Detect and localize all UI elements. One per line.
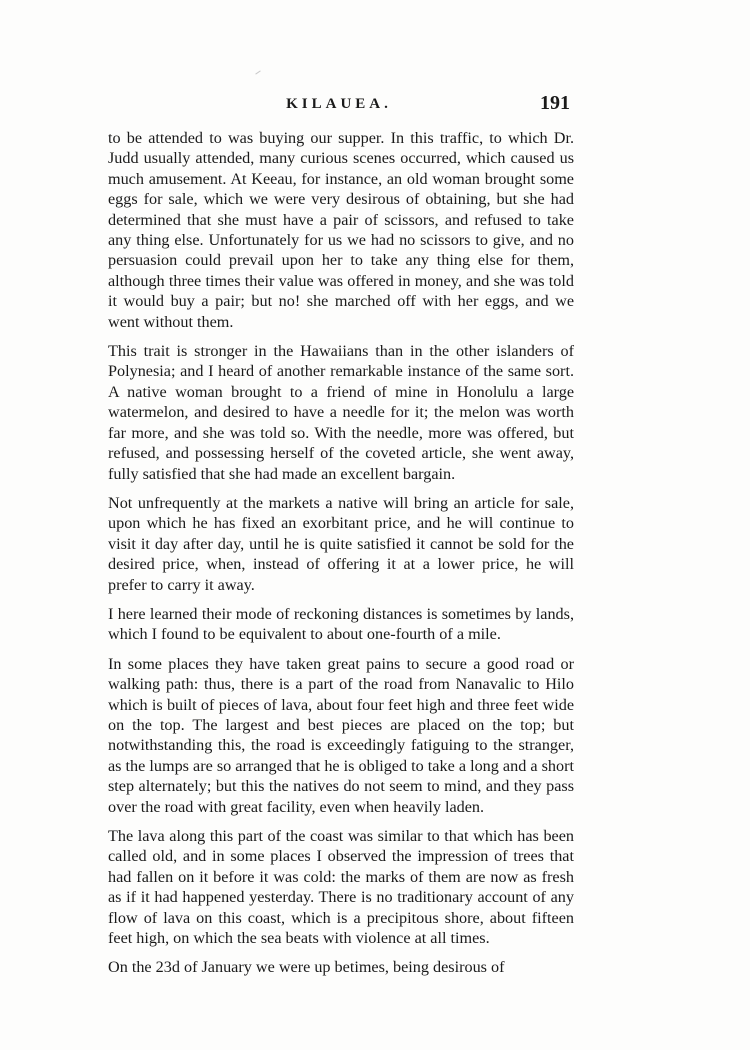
paragraph: On the 23d of January we were up betimes, being desirous of bbox=[108, 958, 505, 977]
paragraph: Not unfrequently at the markets a native will bring an article for sale, upon which he has fixed an exorbitant price, and he will continue to visit it day after day, until he is quite satisfied it cannot be sold for the desired price, when, instead of offering it at a lower price, he will prefer to carry it away. bbox=[108, 493, 574, 594]
page-header bbox=[108, 92, 570, 122]
running-head: KILAUEA. bbox=[286, 96, 392, 112]
paragraph: I here learned their mode of reckoning distances is sometimes by lands, which I found to be equivalent to about one-fourth of a mile. bbox=[108, 604, 574, 644]
paragraph: In some places they have taken great pains to secure a good road or walking path: thus, there is a part of the road from Nanavalic to Hilo which is built of pieces of lava, about four feet high and three feet wide on the top. The largest and best pieces are placed on the top; but notwithstanding this, the road is exceedingly fatiguing to the stranger, as the lumps are so arranged that he is obliged to take a long and a short step alternately; but this the natives do not seem to mind, and they pass over the road with great facility, even when heavily laden. bbox=[108, 654, 574, 816]
page-number: 191 bbox=[540, 92, 570, 114]
stray-mark bbox=[255, 70, 260, 74]
paragraph: The lava along this part of the coast was similar to that which has been called old, and in some places I observed the impression of trees that had fallen on it before it was cold: the marks of them are now as fresh as if it had happened yesterday. There is no traditionary account of any flow of lava on this coast, which is a precipitous shore, about fifteen feet high, on which the sea beats with violence at all times. bbox=[108, 827, 574, 948]
paragraph: to be attended to was buying our supper. In this traffic, to which Dr. Judd usually attended, many curious scenes occurred, which caused us much amusement. At Keeau, for instance, an old woman brought some eggs for sale, which we were very desirous of obtaining, but she had determined that she must have a pair of scissors, and refused to take any thing else. Unfortunately for us we had no scissors to give, and no persuasion could prevail upon her to take any thing else for them, although three times their value was offered in money, and she was told it would buy a pair; but no! she marched off with her eggs, and we went without them. bbox=[108, 129, 574, 331]
body-text bbox=[108, 128, 574, 978]
paragraph: This trait is stronger in the Hawaiians than in the other islanders of Polynesia; and I heard of another remarkable instance of the same sort. A native woman brought to a friend of mine in Honolulu a large watermelon, and desired to have a needle for it; the melon was worth far more, and she was told so. With the needle, more was offered, but refused, and possessing herself of the coveted article, she went away, fully satisfied that she had made an excellent bargain. bbox=[108, 342, 574, 483]
